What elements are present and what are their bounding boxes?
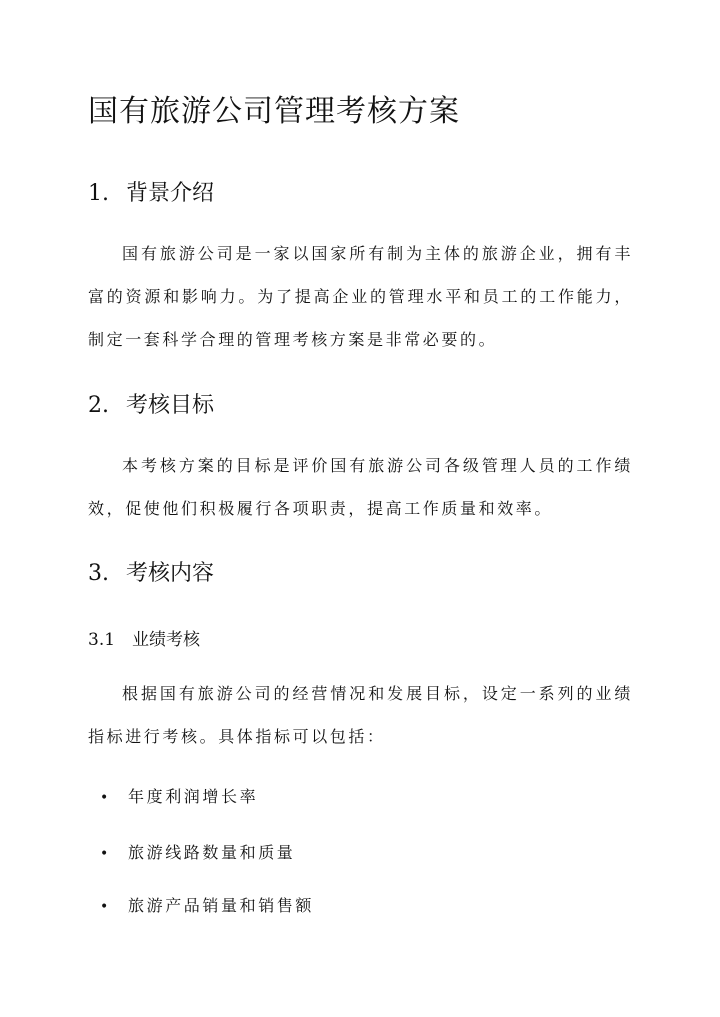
section-title: 考核目标 (126, 393, 215, 418)
section-title: 背景介绍 (126, 181, 215, 206)
subsection-3-1-heading (88, 625, 200, 650)
section-1-paragraph: 国有旅游公司是一家以国家所有制为主体的旅游企业，拥有丰富的资源和影响力。为了提高企业的管理水平和员工的工作能力，制定一套科学合理的管理考核方案是非常必要的。 (88, 244, 633, 349)
subsection-number: 3.1 (88, 630, 116, 650)
section-3-heading (88, 556, 214, 587)
subsection-title: 业绩考核 (132, 630, 200, 650)
bullet-item (100, 893, 314, 916)
section-2-paragraph: 本考核方案的目标是评价国有旅游公司各级管理人员的工作绩效，促使他们积极履行各项职责，提高工作质量和效率。 (88, 456, 633, 518)
bullet-marker: • (100, 899, 109, 915)
bullet-item (100, 784, 258, 807)
section-2-heading (88, 388, 214, 419)
bullet-item (100, 840, 295, 863)
bullet-marker: • (100, 790, 109, 806)
section-number: 2. (88, 393, 109, 418)
section-number: 3. (88, 561, 109, 586)
bullet-marker: • (100, 846, 109, 862)
section-1-heading (88, 176, 214, 207)
bullet-text: 旅游产品销量和销售额 (128, 896, 315, 915)
document-title: 国有旅游公司管理考核方案 (88, 94, 460, 129)
section-title: 考核内容 (126, 561, 215, 586)
bullet-text: 旅游线路数量和质量 (128, 843, 296, 862)
section-number: 1. (88, 181, 109, 206)
subsection-3-1-paragraph: 根据国有旅游公司的经营情况和发展目标，设定一系列的业绩指标进行考核。具体指标可以包括： (88, 684, 633, 746)
bullet-text: 年度利润增长率 (128, 787, 259, 806)
